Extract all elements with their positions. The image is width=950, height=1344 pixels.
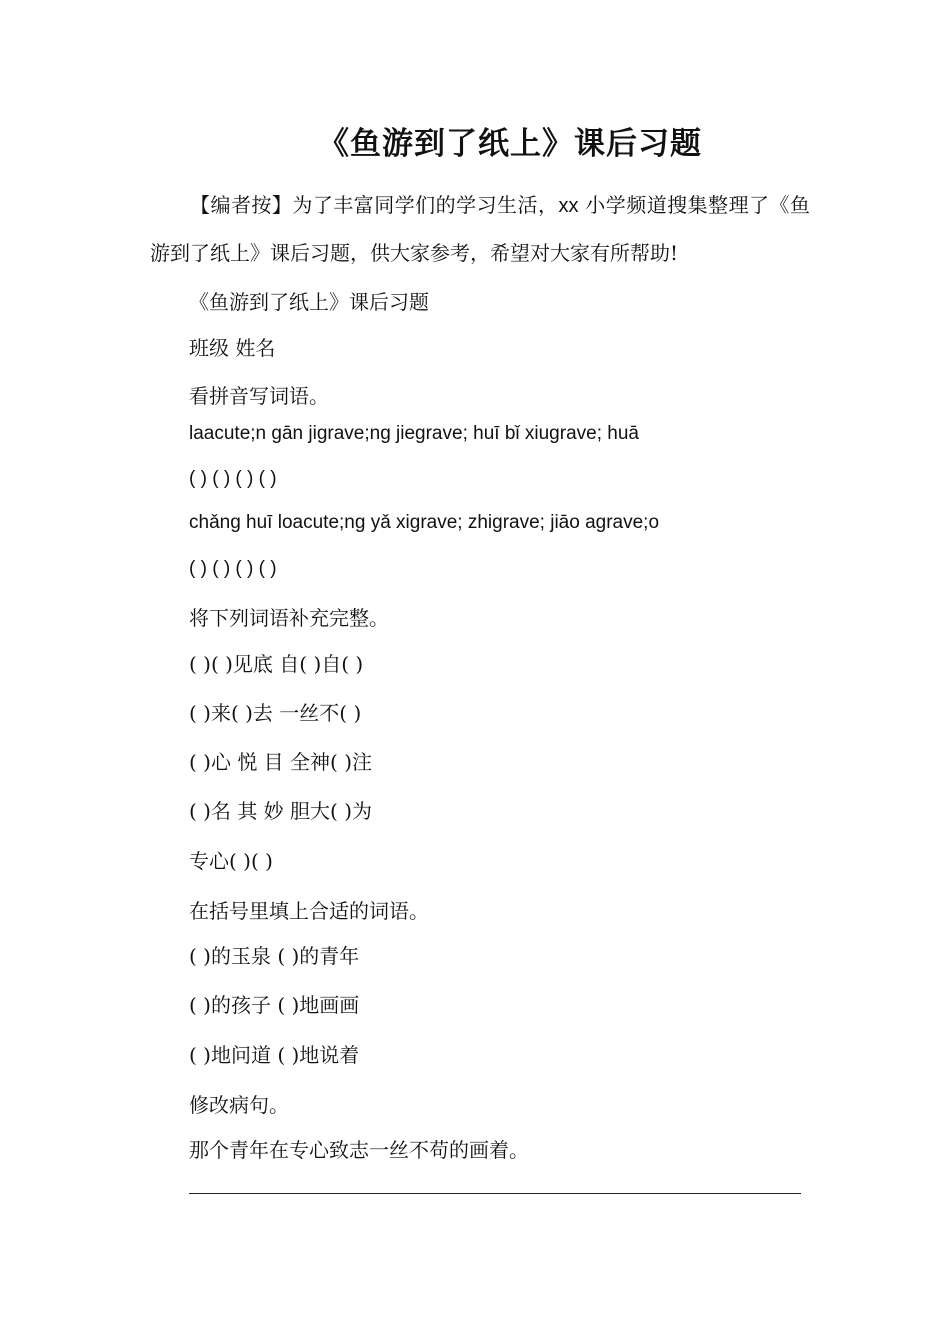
section-heading-fill: 在括号里填上合适的词语。 xyxy=(189,899,429,923)
blanks-line-1: ( ) ( ) ( ) ( ) xyxy=(189,468,277,489)
section-heading-pinyin: 看拼音写词语。 xyxy=(189,384,329,408)
intro-prefix: 【编者按】为了丰富同学们的学习生活， xyxy=(190,193,559,217)
revise-sentence: 那个青年在专心致志一丝不苟的画着。 xyxy=(189,1138,529,1162)
answer-line xyxy=(189,1193,801,1194)
pinyin-line-2: chǎng huī loacute;ng yǎ xigrave; zhigrave; jiāo agrave;o xyxy=(189,512,660,533)
idiom-line-1: ( )( )见底 自( )自( ) xyxy=(189,652,364,676)
idiom-line-3: ( )心 悦 目 全神( )注 xyxy=(189,750,372,774)
intro-suffix: 小学频道搜集整理了《鱼游到了纸上》课后习题，供大家参考，希望对大家有所帮助! xyxy=(150,193,811,265)
idiom-line-2: ( )来( )去 一丝不( ) xyxy=(189,701,362,725)
intro-latin: xx xyxy=(558,195,579,217)
pinyin-line-1: laacute;n gān jigrave;ng jiegrave; huī bǐ xiugrave; huā xyxy=(189,423,639,444)
fill-line-3: ( )地问道 ( )地说着 xyxy=(189,1043,360,1067)
document-title: 《鱼游到了纸上》课后习题 xyxy=(318,126,702,162)
blanks-line-2: ( ) ( ) ( ) ( ) xyxy=(189,558,277,579)
subtitle-line: 《鱼游到了纸上》课后习题 xyxy=(189,290,429,314)
idiom-line-5: 专心( )( ) xyxy=(189,849,273,873)
section-heading-complete: 将下列词语补充完整。 xyxy=(189,606,389,630)
fill-line-2: ( )的孩子 ( )地画画 xyxy=(189,993,360,1017)
class-name-line: 班级 姓名 xyxy=(189,336,276,360)
idiom-line-4: ( )名 其 妙 胆大( )为 xyxy=(189,799,372,823)
section-heading-revise: 修改病句。 xyxy=(189,1093,289,1117)
fill-line-1: ( )的玉泉 ( )的青年 xyxy=(189,944,360,968)
intro-paragraph xyxy=(150,182,810,277)
